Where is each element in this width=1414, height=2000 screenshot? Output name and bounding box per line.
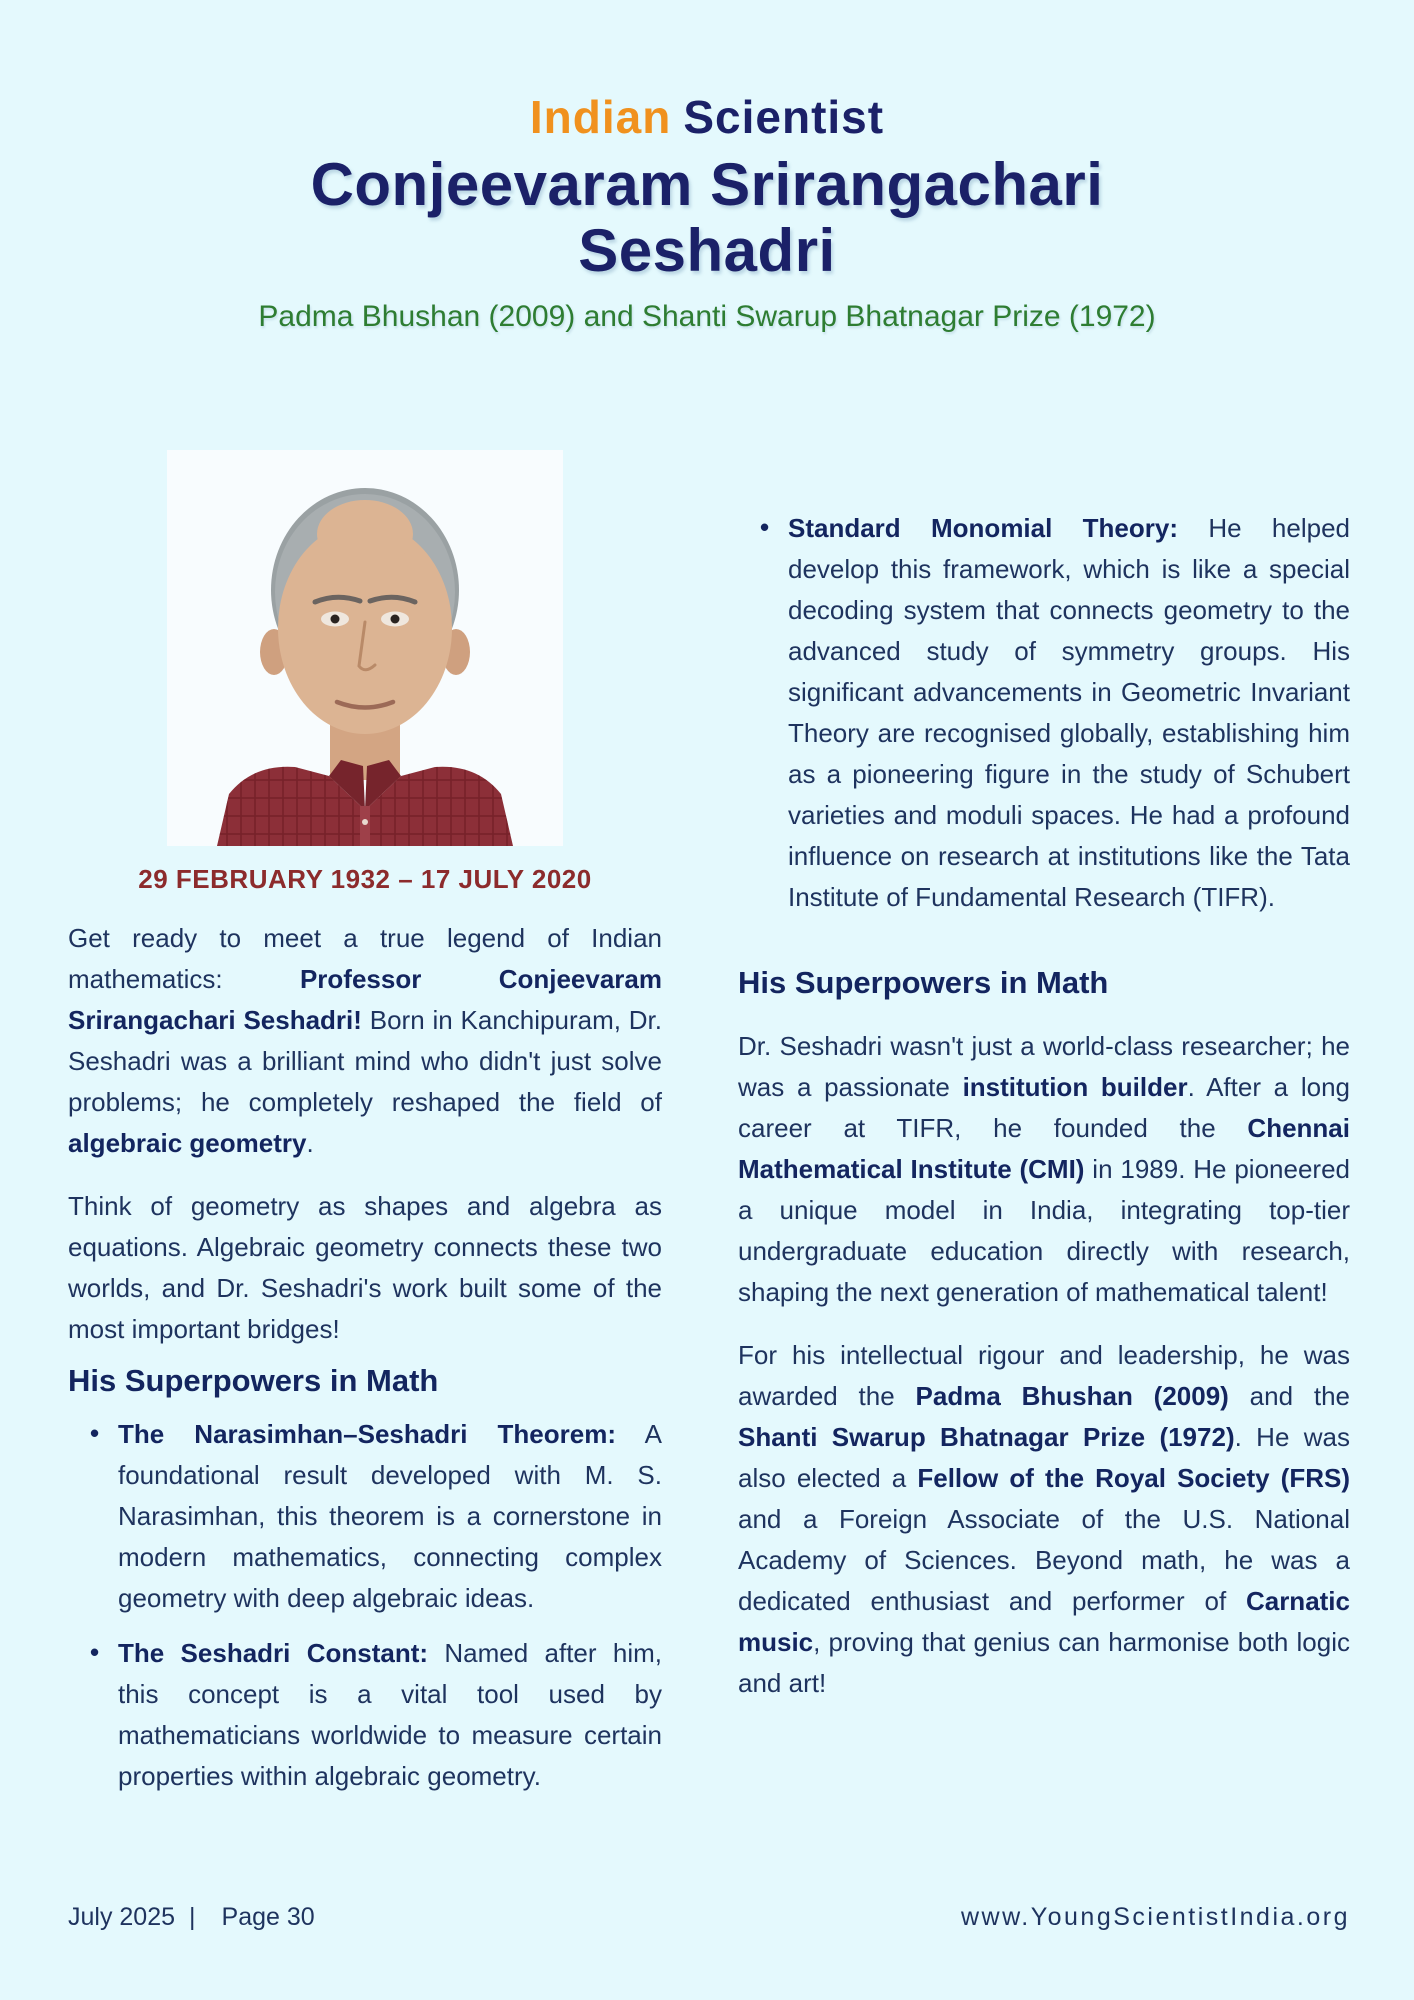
bullet-text: Standard Monomial Theory: He helped develop this framework, which is like a special decoding system that connects geometry to the advanced study of symmetry groups. His significant advancements in Geometric Invariant Theory are recognised globally, establishing him as a pioneering figure in the study of Schubert varieties and moduli spaces. He had a profound influence on research at institutions like the Tata Institute of Fundamental Research (TIFR). (788, 513, 1350, 912)
left-bullet-list (68, 1414, 662, 1797)
lifespan-dates: 29 FEBRUARY 1932 – 17 JULY 2020 (138, 864, 592, 894)
page-title-line2: Seshadri (578, 217, 836, 284)
list-item (738, 508, 1350, 918)
bullet-text: The Narasimhan–Seshadri Theorem: A foundational result developed with M. S. Narasimhan, this theorem is a cornerstone in modern mathematics, connecting complex geometry with deep algebraic ideas. (118, 1419, 662, 1613)
bullet-icon: • (90, 1637, 100, 1667)
left-section-heading: His Superpowers in Math (68, 1363, 439, 1398)
left-column (68, 438, 662, 1797)
bullet-icon: • (760, 512, 770, 542)
footer-issue-page (68, 1903, 315, 1932)
page-title (0, 152, 1414, 284)
geometry-paragraph: Think of geometry as shapes and algebra as equations. Algebraic geometry connects these two worlds, and Dr. Seshadri's work built some of the most important bridges! (68, 1191, 662, 1344)
page-footer (68, 1903, 1350, 1932)
footer-website: www.YoungScientistIndia.org (961, 1903, 1350, 1931)
intro-paragraph: Get ready to meet a true legend of Indian mathematics: Professor Conjeevaram Srirangachari Seshadri! Born in Kanchipuram, Dr. Seshadri was a brilliant mind who didn't just solve problems; he completely reshaped the field of algebraic geometry. (68, 923, 663, 1158)
two-column-layout (68, 438, 1350, 1797)
institution-paragraph: Dr. Seshadri wasn't just a world-class researcher; he was a passionate institution builder. After a long career at TIFR, he founded the Chennai Mathematical Institute (CMI) in 1989. He pioneered a unique model in India, integrating top-tier undergraduate education directly with research, shaping the next generation of mathematical talent! (738, 1031, 1350, 1307)
awards-paragraph: For his intellectual rigour and leadership, he was awarded the Padma Bhushan (2009) and the Shanti Swarup Bhatnagar Prize (1972). He was also elected a Fellow of the Royal Society (FRS) and a Foreign Associate of the U.S. National Academy of Sciences. Beyond math, he was a dedicated enthusiast and performer of Carnatic music, proving that genius can harmonise both logic and art! (738, 1340, 1350, 1698)
magazine-brand (0, 90, 1414, 144)
bullet-text: The Seshadri Constant: Named after him, this concept is a vital tool used by mathematicians worldwide to measure certain properties within algebraic geometry. (118, 1638, 662, 1791)
bald-crown (317, 500, 413, 568)
page-title-line1: Conjeevaram Srirangachari (310, 151, 1104, 218)
button-placket (360, 806, 370, 846)
right-bullet-list (738, 508, 1350, 918)
right-section-heading: His Superpowers in Math (738, 965, 1109, 1000)
shirt-button (362, 819, 368, 825)
portrait-photo (167, 450, 563, 846)
brand-word-scientist: Scientist (683, 91, 885, 143)
footer-issue: July 2025 (68, 1903, 176, 1931)
awards-subtitle: Padma Bhushan (2009) and Shanti Swarup Bhatnagar Prize (1972) (258, 300, 1156, 333)
footer-page-number: Page 30 (221, 1903, 315, 1931)
footer-separator: | (189, 1903, 196, 1931)
brand-word-indian: Indian (529, 91, 672, 143)
bullet-icon: • (90, 1418, 100, 1448)
list-item (68, 1414, 662, 1619)
list-item (68, 1633, 662, 1797)
right-column (738, 438, 1350, 1797)
